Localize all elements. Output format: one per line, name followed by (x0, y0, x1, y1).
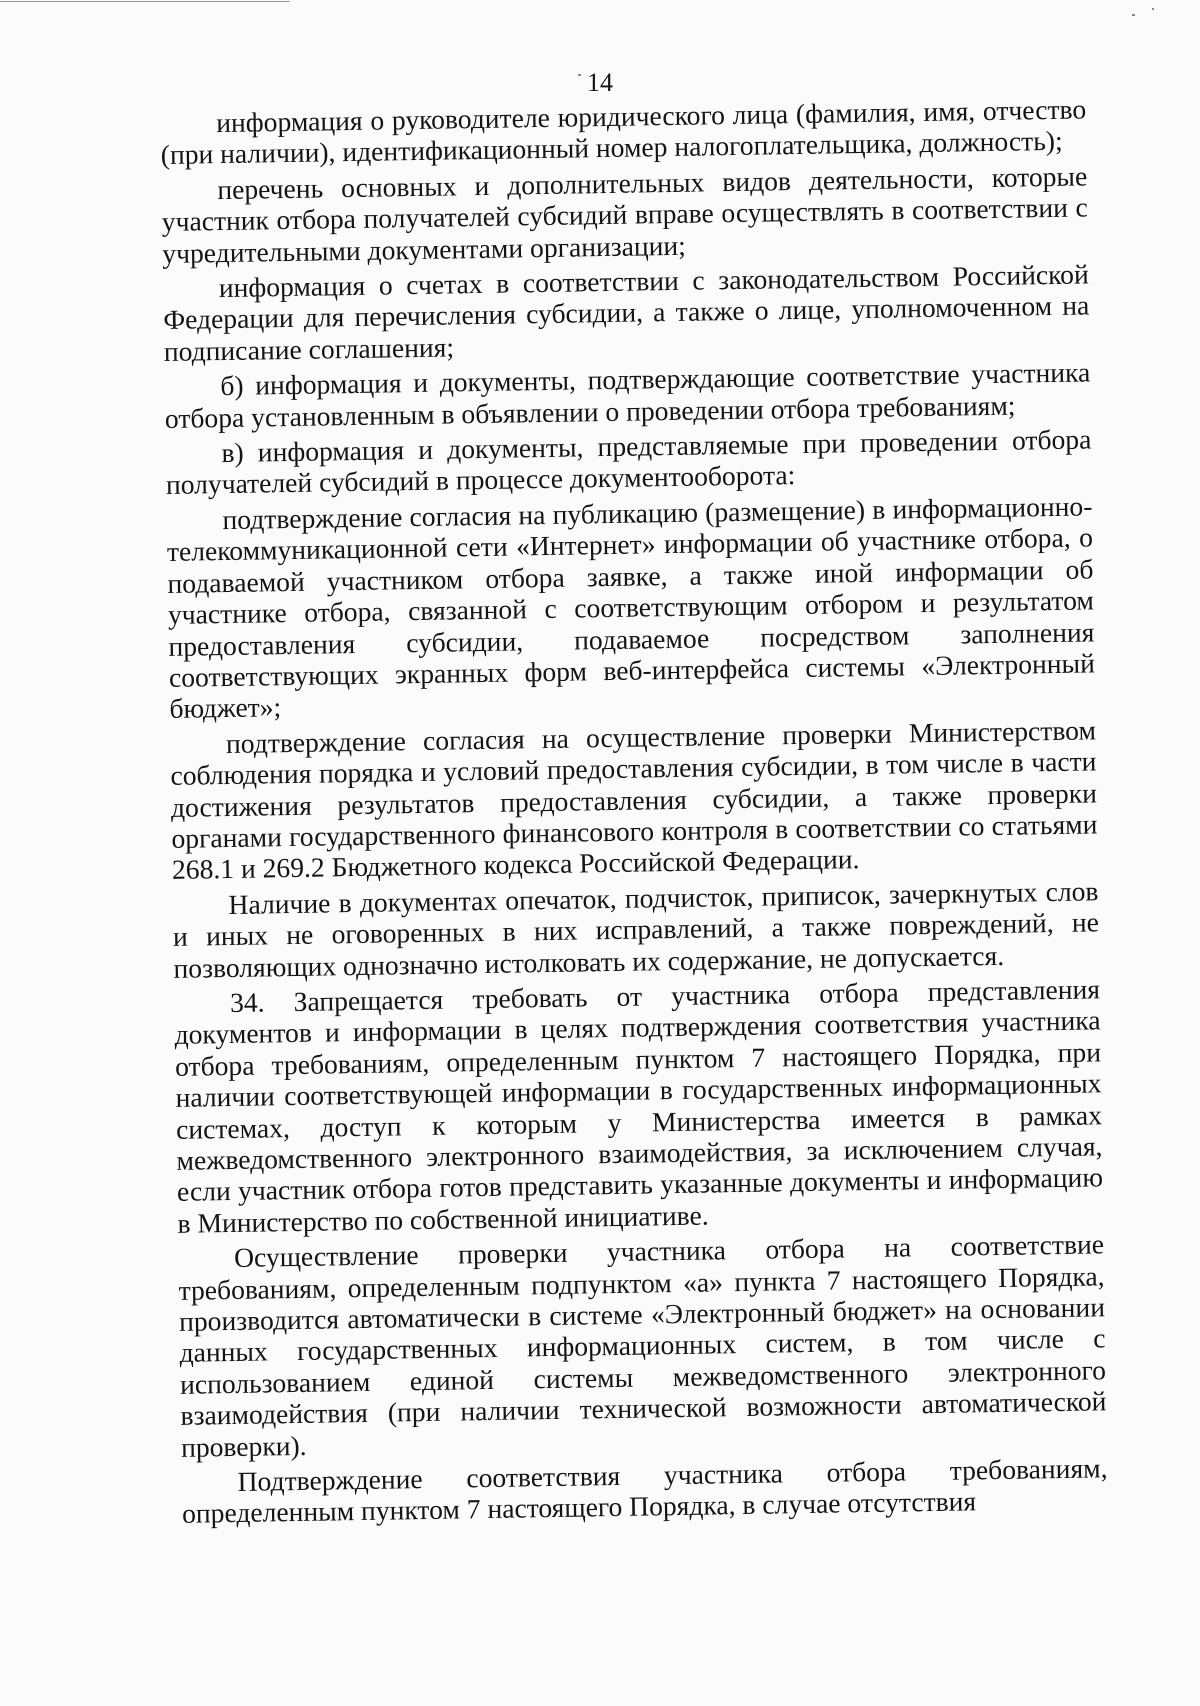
body-text (160, 93, 1108, 1529)
scan-edge-line (0, 1, 290, 2)
paragraph-inspection-consent: подтверждение согласия на осуществление проверки Министерством соблюдения порядка и условий предоставления субсидии, в том числе в части достижения результатов предоставления субсидии, а также проверки органами государственного финансового контроля в соответствии со статьями 268.1 и 269.2 Бюджетного кодекса Российской Федерации. (170, 714, 1098, 886)
paragraph-head-info: информация о руководителе юридического лица (фамилия, имя, отчество (при наличии), идентификационный номер налогоплательщика, должность); (160, 93, 1087, 171)
scan-speck (1132, 14, 1135, 16)
paragraph-clause-34: 34. Запрещается требовать от участника отбора представления документов и информации в целях подтверждения соответствия участника отбора требованиям, определенным пунктом 7 настоящего Порядка, при наличии соответствующей информации в государственных информационных системах, доступ к которым у Министерства имеется в рамках межведомственного электронного взаимодействия, за исключением случая, если участник отбора готов представить указанные документы и информацию в Министерство по собственной инициативе. (174, 973, 1104, 1239)
paragraph-activities-list: перечень основных и дополнительных видов деятельности, которые участник отбора получателей субсидий вправе осуществлять в соответствии с учредительными документами организации; (161, 160, 1088, 269)
scan-speck (1152, 8, 1154, 10)
paragraph-publication-consent: подтверждение согласия на публикацию (размещение) в информационно-телекоммуникационной сети «Интернет» информации об участнике отбора, о подаваемой участником отбора заявке, а также иной информации об участнике отбора, связанной с соответствующим отбором и результатом предоставления субсидии, подаваемое посредством заполнения соответствующих экранных форм веб-интерфейса системы «Электронный бюджет»; (166, 490, 1096, 725)
paragraph-automatic-check: Осуществление проверки участника отбора на соответствие требованиям, определенным подпунктом «а» пункта 7 настоящего Порядка, производится автоматически в системе «Электронный бюджет» на основании данных государственных информационных систем, в том числе с использованием единой системы межведомственного электронного взаимодействия (при наличии технической возможности автоматической проверки). (178, 1228, 1107, 1463)
paragraph-item-v: в) информация и документы, представляемые при проведении отбора получателей субсидий в процессе документооборота: (165, 423, 1092, 501)
paragraph-accounts-info: информация о счетах в соответствии с законодательством Российской Федерации для перечисления субсидии, а также о лице, уполномоченном на подписание соглашения; (163, 258, 1090, 367)
paragraph-document-defects: Наличие в документах опечаток, подчисток, приписок, зачеркнутых слов и иных не оговоренных в них исправлений, а также повреждений, не позволяющих однозначно истолковать их содержание, не допускается. (172, 875, 1100, 984)
paragraph-confirmation: Подтверждение соответствия участника отбора требованиям, определенным пунктом 7 настоящего Порядка, в случае отсутствия (181, 1452, 1108, 1530)
paragraph-item-b: б) информация и документы, подтверждающие соответствие участника отбора установленным в объявлении о проведении отбора требованиям; (164, 356, 1091, 434)
page-number: 14 (587, 68, 613, 97)
